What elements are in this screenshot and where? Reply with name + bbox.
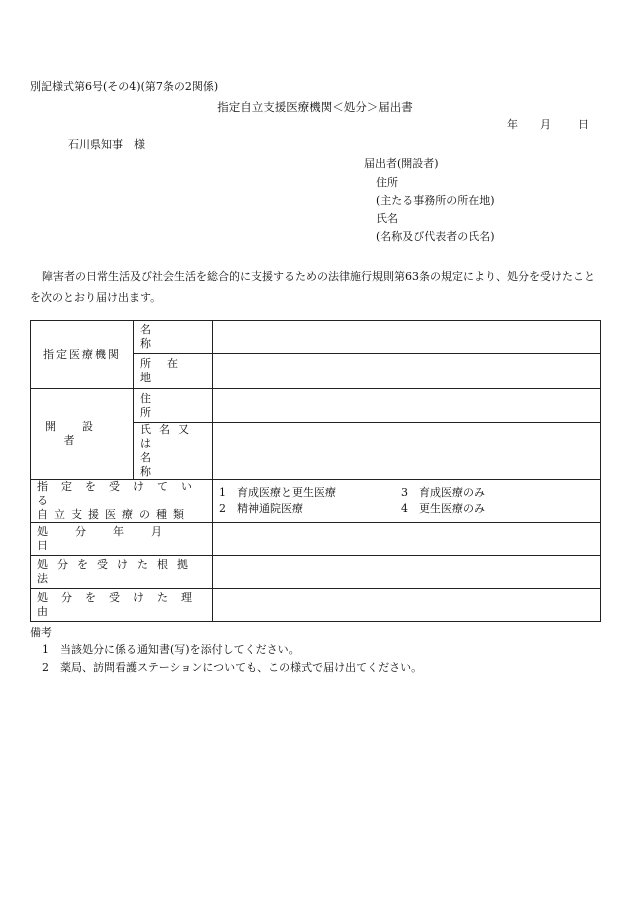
institution-name-label-cell (134, 321, 213, 354)
institution-location-field[interactable] (213, 354, 601, 389)
note-item-1: 1 当該処分に係る通知書(写)を添付してください。 (42, 643, 300, 656)
type-option-4[interactable]: 4 更生医療のみ (401, 502, 485, 515)
institution-name-field[interactable] (213, 321, 601, 354)
notes-heading: 備考 (30, 626, 52, 639)
applicant-heading: 届出者(開設者) (364, 157, 439, 170)
date-year: 年 (507, 118, 518, 131)
type-option-3[interactable]: 3 育成医療のみ (401, 486, 485, 499)
applicant-name-note: (名称及び代表者の氏名) (376, 230, 495, 243)
founder-label: 開設者 (45, 420, 119, 447)
disposition-date-label-cell (31, 523, 213, 556)
founder-label-cell (31, 389, 134, 480)
type-option-1[interactable]: 1 育成医療と更生医療 (219, 486, 336, 499)
founder-name-field[interactable] (213, 423, 601, 480)
disposition-form-table (30, 320, 601, 622)
institution-name-label: 名称 (140, 323, 191, 350)
disposition-date-label: 処分年月日 (37, 525, 189, 552)
date-month: 月 (540, 118, 551, 131)
legal-basis-label-cell (31, 556, 213, 589)
medical-type-label-cell (31, 480, 213, 523)
legal-basis-label: 処分を受けた根拠法 (37, 558, 197, 585)
applicant-address-note: (主たる事務所の所在地) (376, 194, 495, 207)
medical-type-label-line1: 指定を受けている (37, 480, 205, 507)
institution-location-label: 所在地 (140, 357, 194, 384)
medical-type-label-line2: 自立支援医療の種類 (37, 508, 190, 521)
form-number: 別記様式第6号(その4)(第7条の2関係) (30, 80, 219, 93)
reason-label-cell (31, 589, 213, 622)
addressee: 石川県知事 様 (68, 138, 145, 151)
legal-basis-field[interactable] (213, 556, 601, 589)
reason-label: 処分を受けた理由 (37, 591, 205, 618)
applicant-address-label: 住所 (376, 176, 398, 189)
founder-name-label-line1: 氏名又は (140, 423, 197, 450)
date-day: 日 (578, 118, 589, 131)
note-item-2: 2 薬局、訪問看護ステーションについても、この様式で届け出てください。 (42, 661, 423, 674)
disposition-date-field[interactable] (213, 523, 601, 556)
type-option-2[interactable]: 2 精神通院医療 (219, 502, 303, 515)
founder-address-field[interactable] (213, 389, 601, 423)
applicant-name-label: 氏名 (376, 212, 398, 225)
institution-label-cell (31, 321, 134, 389)
institution-location-label-cell (134, 354, 213, 389)
body-paragraph: 障害者の日常生活及び社会生活を総合的に支援するための法律施行規則第63条の規定により、処分を受けたことを次のとおり届け出ます。 (30, 270, 595, 304)
founder-address-label-cell (134, 389, 213, 423)
founder-address-label: 住所 (140, 391, 191, 419)
document-title: 指定自立支援医療機関＜処分＞届出書 (217, 100, 413, 114)
founder-name-label-line2: 名称 (140, 451, 191, 478)
reason-field[interactable] (213, 589, 601, 622)
founder-name-label-cell (134, 423, 213, 480)
medical-type-options-cell (213, 480, 601, 523)
institution-label: 指定医療機関 (43, 347, 121, 361)
